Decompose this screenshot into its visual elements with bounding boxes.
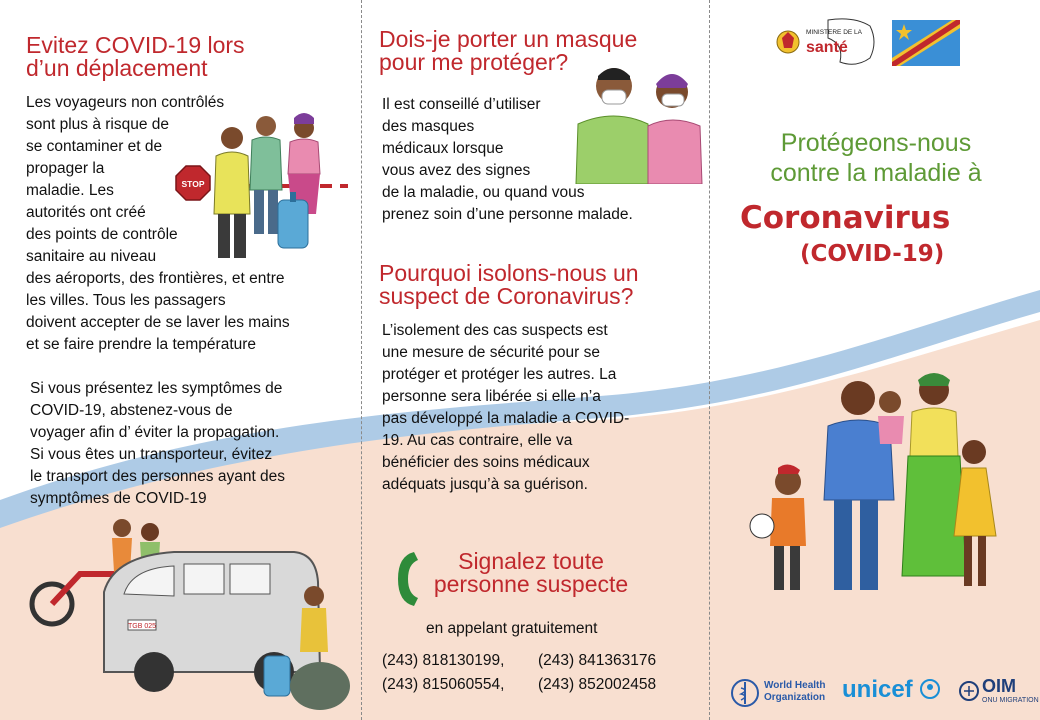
isolation-heading-line: Pourquoi isolons-nous un [379,260,639,286]
text-line: des masques [382,118,475,135]
text-line: adéquats jusqu’à sa guérison. [382,476,588,493]
text-line: et se faire prendre la température [26,336,257,353]
boy-figure [750,464,806,590]
text-line: des points de contrôle [26,226,178,243]
report-heading-line: Signalez toute [458,548,604,574]
who-logo [730,678,830,708]
text-line: de la maladie, ou quand vous [382,184,585,201]
text-line: vous avez des signes [382,162,531,179]
right-panel [712,0,1040,720]
travel-heading [26,34,245,80]
masked-man-figure [576,68,650,184]
ministry-line2: santé [806,39,848,56]
mother-figure [902,373,966,576]
text-line: propager la [26,160,105,177]
oim-subtext: ONU MIGRATION [982,697,1039,704]
masked-couple-illustration [568,52,708,184]
family-illustration [742,360,1012,604]
stop-sign-label: STOP [181,179,205,189]
disease-code: (COVID-19) [800,241,945,267]
text-line: L’isolement des cas suspects est [382,322,608,339]
transport-illustration [24,512,358,718]
stop-sign-icon [176,166,210,200]
symptoms-paragraph [30,378,285,510]
text-line: voyager afin d’ éviter la propagation. [30,424,280,441]
phone-number: (243) 841363176 [538,652,657,669]
mask-heading-line: Dois-je porter un masque [379,26,638,52]
oim-text: OIM [982,676,1016,696]
text-line: sont plus à risque de [26,116,170,133]
text-line: doivent accepter de se laver les mains [26,314,290,331]
isolation-paragraph [382,320,629,496]
ministry-line1: MINISTERE DE LA [806,29,862,36]
text-line: Si vous êtes un transporteur, évitez [30,446,273,463]
phone-number: (243) 818130199, [382,652,505,669]
phone-number: (243) 852002458 [538,676,657,693]
text-line: Il est conseillé d’utiliser [382,96,541,113]
coat-of-arms-icon [777,31,799,53]
baby-figure [878,391,904,444]
report-heading [416,550,646,596]
traveller-woman-figure [278,113,320,248]
masked-woman-figure [648,74,702,184]
who-text-line: Organization [764,692,826,703]
travel-heading-line: d’un déplacement [26,55,208,81]
ministry-logo [774,14,884,72]
text-line: pas développé la maladie a COVID- [382,410,630,427]
text-line: maladie. Les [26,182,114,199]
text-line: prenez soin d’une personne malade. [382,206,633,223]
unicef-emblem-icon [919,678,941,700]
text-line: des aéroports, des frontières, et entre [26,270,285,287]
checkpoint-illustration [168,104,358,264]
campaign-title [712,128,1040,188]
unicef-text: unicef [842,676,913,703]
text-line: autorités ont créé [26,204,146,221]
isolation-heading-line: suspect de Coronavirus? [379,283,634,309]
text-line: COVID-19, abstenez-vous de [30,402,233,419]
who-emblem-icon [730,678,760,708]
oim-emblem-icon [958,680,980,702]
text-line: une mesure de sécurité pour se [382,344,600,361]
drc-flag-icon [892,20,960,66]
text-line: médicaux lorsque [382,140,504,157]
text-line: sanitaire au niveau [26,248,157,265]
father-figure [824,381,894,590]
report-subtitle: en appelant gratuitement [426,620,598,637]
text-line: Les voyageurs non contrôlés [26,94,225,111]
report-heading-line: personne suspecte [433,571,629,597]
campaign-title-line: contre la maladie à [770,159,982,187]
officer-figure [214,127,250,258]
disease-name: Coronavirus [740,200,951,236]
text-line: les villes. Tous les passagers [26,292,226,309]
traveller-man-figure [250,116,282,234]
unicef-logo [842,676,941,704]
text-line: le transport des personnes ayant des [30,468,286,485]
text-line: Si vous présentez les symptômes de [30,380,283,397]
oim-logo [958,676,1038,710]
who-text [764,680,825,704]
travel-heading-line: Evitez COVID-19 lors [26,32,245,58]
who-text-line: World Health [764,680,826,691]
text-line: personne sera libérée si elle n’a [382,388,601,405]
middle-panel [362,0,710,720]
text-line: symptômes de COVID-19 [30,490,207,507]
van-plate: TGB 025 [127,623,157,630]
phone-number: (243) 815060554, [382,676,505,693]
text-line: bénéficier des soins médicaux [382,454,590,471]
isolation-heading [379,262,639,308]
text-line: protéger et protéger les autres. La [382,366,617,383]
left-panel [0,0,360,720]
campaign-title-line: Protégeons-nous [780,129,972,157]
mask-heading-line: pour me protéger? [379,49,569,75]
text-line: 19. Au cas contraire, elle va [382,432,573,449]
text-line: se contaminer et de [26,138,163,155]
